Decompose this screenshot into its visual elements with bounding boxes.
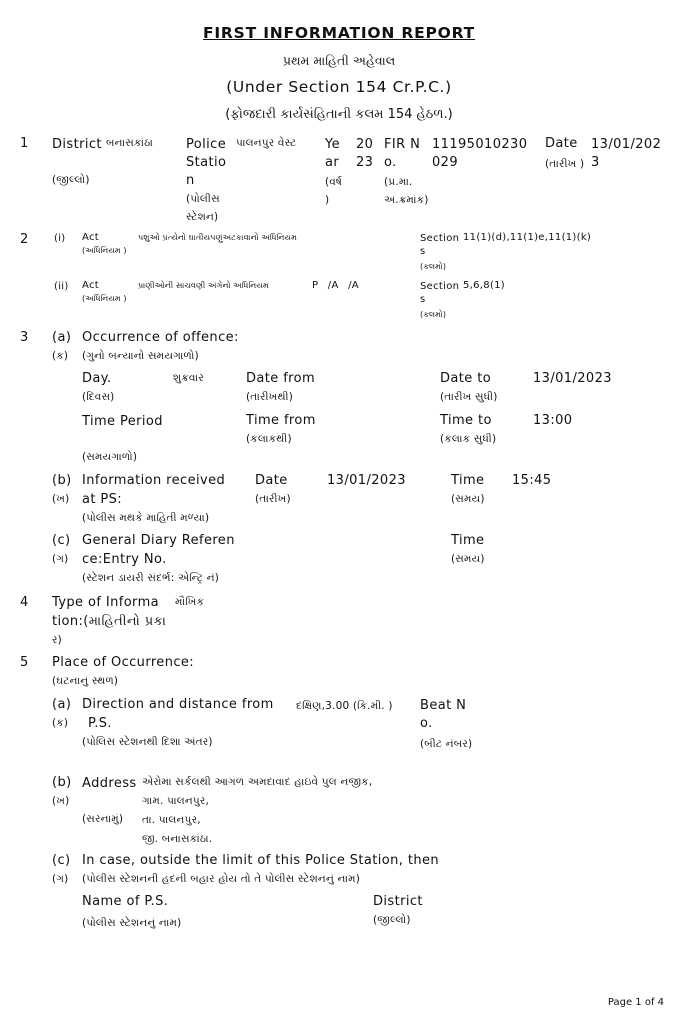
occurrence-label-gujarati: (ગુનો બન્યાનો સમયગાળો) [82,350,199,362]
direction-label-line2: P.S. [88,716,112,731]
date-to-value: 13/01/2023 [533,371,612,386]
other-district-label: District [373,894,423,909]
outside-limit-label-gujarati: (પોલીસ સ્ટેશનની હદની બહાર હોય તો તે પોલીસ સ્ટેશનનું નામ) [82,873,361,885]
info-type-label-line3: ર) [52,634,62,646]
occurrence-index: (a) [52,330,72,345]
act-2-sections-value: 5,6,8(1) [463,280,506,291]
police-station-value: પાલનપુર વેસ્ટ [236,137,297,149]
report-title-gujarati: પ્રથમ માહિતી અહેવાલ [282,53,396,68]
date-to-label: Date to [440,371,492,386]
other-district-label-gujarati: (જીલ્લો) [373,914,411,926]
time-from-label: Time from [246,413,316,428]
beat-label-gujarati: (બીટ નંબર) [420,738,473,750]
outside-limit-label: In case, outside the limit of this Police Station, then [82,853,440,868]
info-time-value: 15:45 [512,473,552,488]
place-label-gujarati: (ઘટનાનું સ્થળ) [52,675,119,687]
time-to-value: 13:00 [533,413,573,428]
page-number: Page 1 of 4 [607,997,664,1008]
act-2-extra: P /A /A [312,280,359,291]
info-time-label: Time [451,473,485,488]
gd-time-label-gujarati: (સમય) [451,553,485,565]
info-received-label: Information received [82,473,226,488]
act-2-sections-label-gujarati: (કલમો) [420,310,447,319]
other-ps-name-label-gujarati: (પોલીસ સ્ટેશનનું નામ) [82,917,182,929]
district-value: બનાસકાંઠા [106,137,154,149]
time-to-label: Time to [440,413,492,428]
row-number-4: 4 [20,595,29,610]
info-received-index: (b) [52,473,72,488]
info-type-value: મૌખિક [175,596,205,608]
info-date-label-gujarati: (તારીખ) [255,493,291,505]
info-time-label-gujarati: (સમય) [451,493,485,505]
outside-index-gujarati: (ગ) [52,873,69,885]
direction-index-gujarati: (ક) [52,717,69,729]
date-to-label-gujarati: (તારીખ સુધી) [440,391,498,403]
act-1-sections-value: 11(1)(d),11(1)e,11(1)(k) [463,232,592,243]
day-label-gujarati: (દિવસ) [82,391,115,403]
time-period-label-gujarati: (સમયગાળો) [82,451,138,463]
row-number-5: 5 [20,655,29,670]
direction-label: Direction and distance from [82,697,274,712]
day-value: શુક્રવાર [173,372,204,384]
act-1-index: (i) [54,233,66,244]
address-label-gujarati: (સરનામું) [82,813,124,825]
place-label: Place of Occurrence: [52,655,195,670]
district-label-gujarati: (જીલ્લો) [52,174,90,186]
info-date-label: Date [255,473,288,488]
section-reference-gujarati: (ફોજદારી કાર્યસંહિતાની કલમ 154 હેઠળ.) [225,107,453,122]
info-received-label-line2: at PS: [82,492,123,507]
date-label: Date [545,136,578,151]
occurrence-label: Occurrence of offence: [82,330,239,345]
beat-label: Beat No. [420,698,467,731]
address-line-4: જી. બનાસકાંઠા. [142,833,213,845]
district-label: District [52,137,102,152]
year-label-gujarati: (વર્ષ ) [325,176,343,206]
report-title: FIRST INFORMATION REPORT [202,24,476,42]
act-2-label: Act [82,280,99,291]
gd-label: General Diary Referen [82,533,235,548]
direction-value: દક્ષિણ,3.00 (કિ.મી. ) [296,700,393,712]
date-from-label: Date from [246,371,316,386]
gd-label-gujarati: (સ્ટેશન ડાયરી સંદર્ભ: એન્ટ્રિ નં) [82,572,220,584]
year-label: Year [325,137,341,170]
direction-label-gujarati: (પોલિસ સ્ટેશનથી દિશા અંતર) [82,736,213,748]
info-date-value: 13/01/2023 [327,473,406,488]
address-index-gujarati: (ખ) [52,795,70,807]
time-to-label-gujarati: (કલાક સુધી) [440,433,497,445]
info-type-label: Type of Informa [52,595,160,610]
gd-time-label: Time [451,533,485,548]
other-ps-name-label: Name of P.S. [82,894,169,909]
address-line-2: ગામ. પાલનપુર, [142,795,210,807]
info-received-index-gujarati: (ખ) [52,493,70,505]
act-2-value: પ્રાણીઓની સાચવણી અંગેનો અધિનિયમ [138,281,269,290]
address-index: (b) [52,775,72,790]
gd-index: (c) [52,533,71,548]
section-reference: (Under Section 154 Cr.P.C.) [226,78,452,96]
row-number-3: 3 [20,330,29,345]
time-from-label-gujarati: (કલાકથી) [246,433,292,445]
occurrence-index-gujarati: (ક) [52,350,69,362]
date-label-gujarati: (તારીખ ) [545,158,585,170]
time-period-label: Time Period [82,414,163,429]
date-from-label-gujarati: (તારીખથી) [246,391,294,403]
act-2-label-gujarati: (અધિનિયમ ) [82,294,127,303]
date-value: 13/01/2023 [591,137,662,170]
act-1-value: પશુઓ પ્રત્યેનો ઘાતીયપણુંઅટકાવાનો અધિનિયમ [138,233,297,242]
act-1-sections-label: Sections [420,233,460,257]
direction-index: (a) [52,697,72,712]
day-label: Day. [82,371,112,386]
outside-index: (c) [52,853,71,868]
act-2-sections-label: Sections [420,281,460,305]
row-number-2: 2 [20,232,29,247]
act-1-label-gujarati: (અધિનિયમ ) [82,246,127,255]
gd-index-gujarati: (ગ) [52,553,69,565]
gd-label-line2: ce:Entry No. [82,552,167,567]
address-line-1: એરોમા સર્કલથી આગળ અમદાવાદ હાઇવે પુલ નજીક, [142,776,373,788]
act-1-label: Act [82,232,99,243]
row-number-1: 1 [20,136,29,151]
info-type-label-line2: tion:(માહિતીનો પ્રકા [52,614,167,629]
address-line-3: તા. પાલનપુર, [142,814,201,826]
fir-number-label: FIR No. [384,137,421,170]
act-2-index: (ii) [54,281,69,292]
act-1-sections-label-gujarati: (કલમો) [420,262,447,271]
year-value: 2023 [356,137,374,170]
address-label: Address [82,776,137,791]
info-received-label-gujarati: (પોલીસ મથકે માહિતી મળ્યા) [82,512,210,524]
fir-number-value: 11195010230029 [432,137,528,170]
police-station-label-gujarati: (પોલીસ સ્ટેશન) [186,193,220,223]
fir-number-label-gujarati: (પ્ર.મા. અ.ક્રમાંક) [384,176,429,206]
police-station-label: Police Station [186,137,227,188]
